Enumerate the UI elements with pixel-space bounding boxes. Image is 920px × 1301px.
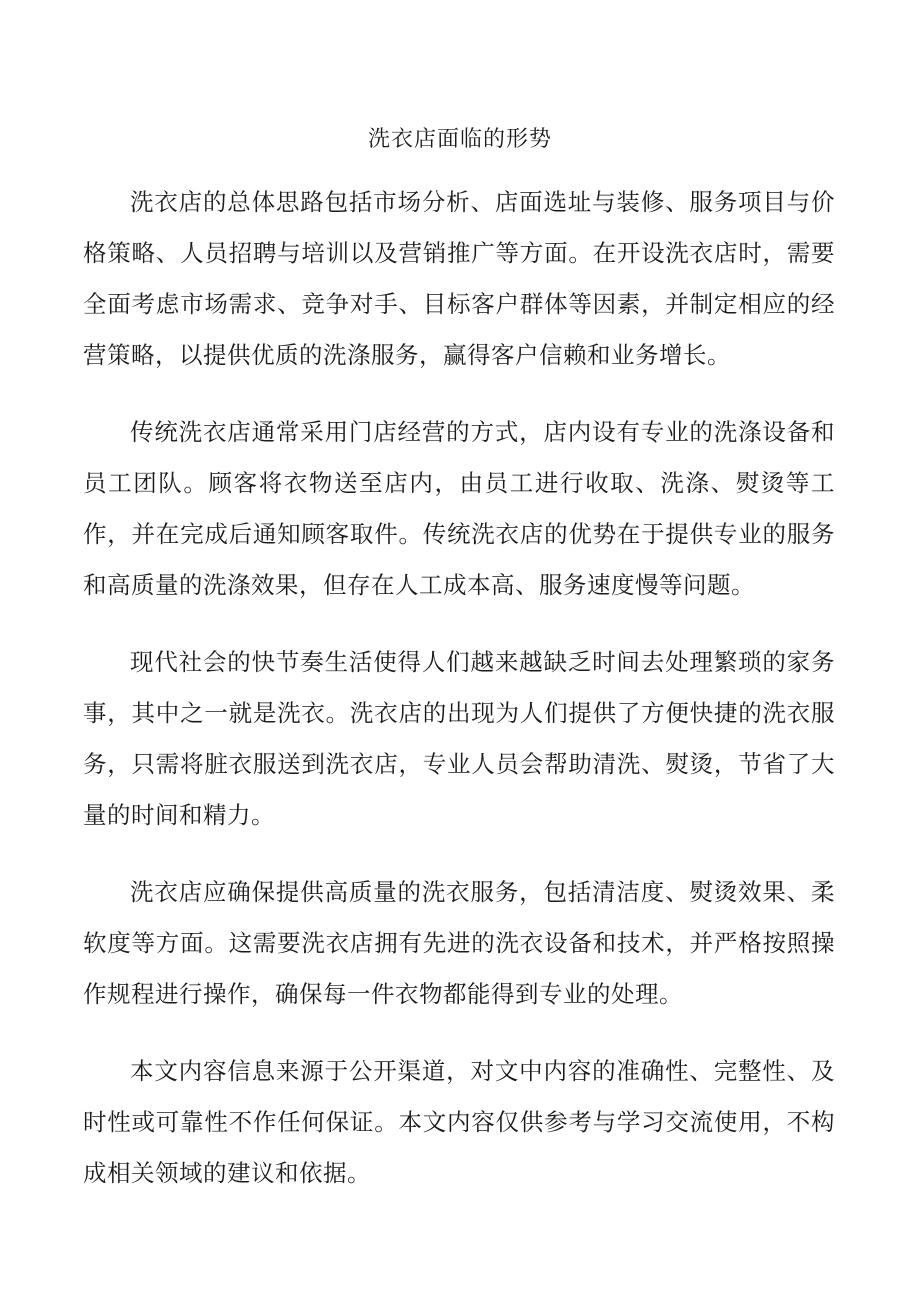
paragraph-traditional-laundry: 传统洗衣店通常采用门店经营的方式，店内设有专业的洗涤设备和员工团队。顾客将衣物送至店内，由员工进行收取、洗涤、熨烫等工作，并在完成后通知顾客取件。传统洗衣店的优势在于提供专业的服务和高质量的洗涤效果，但存在人工成本高、服务速度慢等问题。 xyxy=(83,418,835,599)
document-body xyxy=(83,177,835,1225)
document-title: 洗衣店面临的形势 xyxy=(367,127,552,152)
paragraph-modern-lifestyle: 现代社会的快节奏生活使得人们越来越缺乏时间去处理繁琐的家务事，其中之一就是洗衣。洗衣店的出现为人们提供了方便快捷的洗衣服务，只需将脏衣服送到洗衣店，专业人员会帮助清洗、熨烫，节省了大量的时间和精力。 xyxy=(83,648,835,829)
paragraph-overall-approach: 洗衣店的总体思路包括市场分析、店面选址与装修、服务项目与价格策略、人员招聘与培训以及营销推广等方面。在开设洗衣店时，需要全面考虑市场需求、竞争对手、目标客户群体等因素，并制定相应的经营策略，以提供优质的洗涤服务，赢得客户信赖和业务增长。 xyxy=(83,188,835,369)
paragraph-service-quality: 洗衣店应确保提供高质量的洗衣服务，包括清洁度、熨烫效果、柔软度等方面。这需要洗衣店拥有先进的洗衣设备和技术，并严格按照操作规程进行操作，确保每一件衣物都能得到专业的处理。 xyxy=(83,878,835,1008)
paragraph-disclaimer: 本文内容信息来源于公开渠道，对文中内容的准确性、完整性、及时性或可靠性不作任何保证。本文内容仅供参考与学习交流使用，不构成相关领域的建议和依据。 xyxy=(83,1057,835,1187)
